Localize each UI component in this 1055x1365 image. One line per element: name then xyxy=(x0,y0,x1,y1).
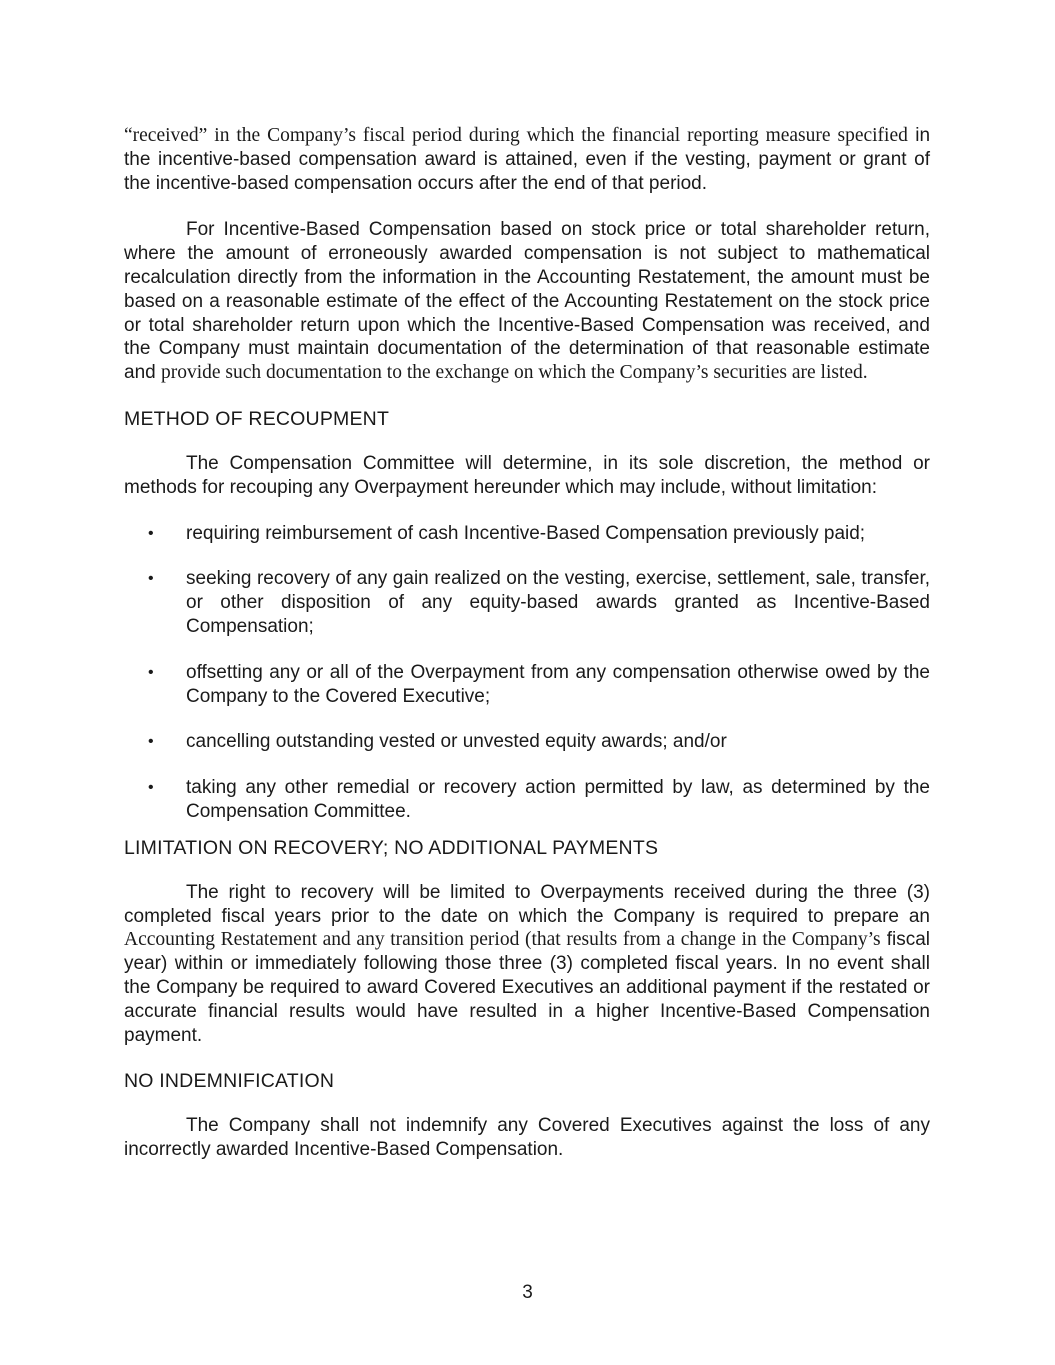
method-list xyxy=(124,522,930,824)
indemnification-heading: NO INDEMNIFICATION xyxy=(124,1070,335,1093)
list-item-text: cancelling outstanding vested or unvested equity awards; and/or xyxy=(186,731,727,753)
limitation-part2-serif: Accounting Restatement and any transition period (that results from a change in the Company’s xyxy=(124,929,881,951)
list-item-text: requiring reimbursement of cash Incentive-Based Compensation previously paid; xyxy=(186,522,866,544)
limitation-heading: LIMITATION ON RECOVERY; NO ADDITIONAL PAYMENTS xyxy=(124,836,659,859)
list-item xyxy=(124,776,930,824)
limitation-part3: fiscal year) within or immediately following those three (3) completed fiscal years. In no event shall the Company be required to award Covered Executives an additional payment if the restated or accurate financial results would have resulted in a higher Incentive-Based Compensation payment. xyxy=(124,929,930,1046)
page-number: 3 xyxy=(522,1282,533,1303)
list-item xyxy=(124,661,930,709)
stock-price-serif-tail: provide such documentation to the exchange on which the Company’s securities are listed. xyxy=(160,362,868,384)
stock-price-paragraph xyxy=(124,218,930,385)
bullet-icon: • xyxy=(148,663,154,681)
list-item-text: taking any other remedial or recovery action permitted by law, as determined by the Compensation Committee. xyxy=(186,777,930,822)
limitation-paragraph xyxy=(124,881,930,1048)
method-heading: METHOD OF RECOUPMENT xyxy=(124,407,390,430)
list-item-text: offsetting any or all of the Overpayment from any compensation otherwise owed by the Company to the Covered Executive; xyxy=(186,661,930,707)
list-item-text: seeking recovery of any gain realized on the vesting, exercise, settlement, sale, transfer, or other disposition of any equity-based awards granted as Incentive-Based Compensation; xyxy=(186,568,930,637)
indemnification-paragraph: The Company shall not indemnify any Covered Executives against the loss of any incorrectly awarded Incentive-Based Compensation. xyxy=(124,1115,930,1161)
list-item xyxy=(124,522,930,546)
list-item xyxy=(124,567,930,638)
bullet-icon: • xyxy=(148,570,154,588)
list-item xyxy=(124,730,930,754)
document-page xyxy=(124,124,930,1162)
bullet-icon: • xyxy=(148,779,154,797)
limitation-part1: The right to recovery will be limited to Overpayments received during the three (3) completed fiscal years prior to the date on which the Company is required to prepare an xyxy=(124,881,930,927)
stock-price-main: For Incentive-Based Compensation based on stock price or total shareholder return, where the amount of erroneously awarded compensation is not subject to mathematical recalculation directly from the information in the Accounting Restatement, the amount must be based on a reasonable estimate of the effect of the Accounting Restatement on the stock price or total shareholder return upon which the Incentive-Based Compensation was received, and the Company must maintain documentation of the determination of that reasonable estimate and xyxy=(124,219,930,384)
bullet-icon: • xyxy=(148,733,154,751)
intro-rest: in the incentive-based compensation award is attained, even if the vesting, payment or grant of the incentive-based compensation occurs after the end of that period. xyxy=(124,125,931,194)
method-intro-paragraph: The Compensation Committee will determine, in its sole discretion, the method or methods for recouping any Overpayment hereunder which may include, without limitation: xyxy=(124,452,930,498)
bullet-icon: • xyxy=(148,524,154,542)
intro-serif-line: “received” in the Company’s fiscal period during which the financial reporting measure specified xyxy=(124,125,908,146)
intro-paragraph xyxy=(124,124,930,195)
